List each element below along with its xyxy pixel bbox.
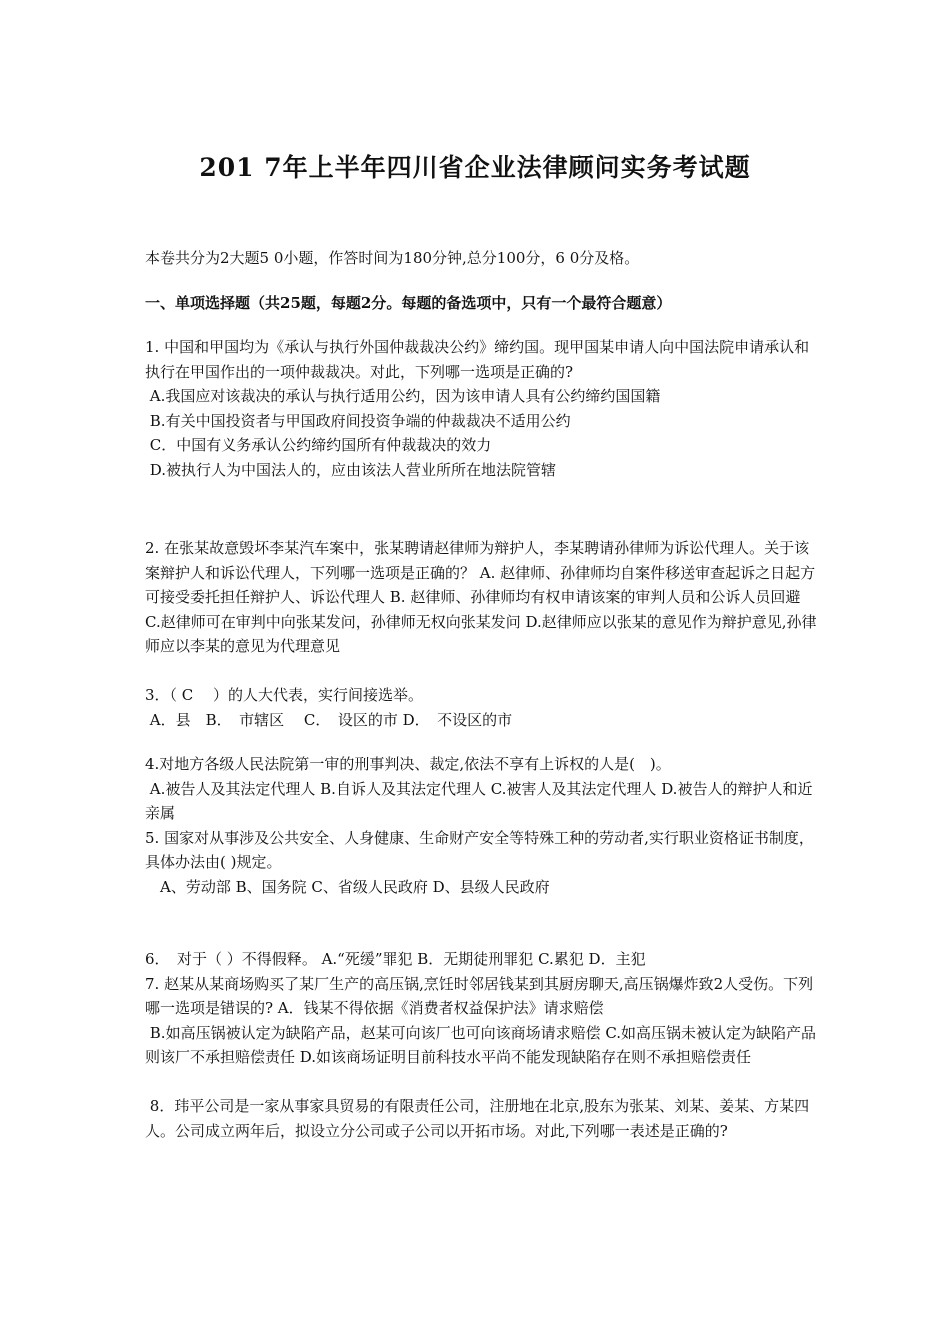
question-8-stem: 8．玮平公司是一家从事家具贸易的有限责任公司，注册地在北京,股东为张某、刘某、姜某、方某四人。公司成立两年后，拟设立分公司或子公司以开拓市场。对此,下列哪一表述是正确的? bbox=[145, 1097, 810, 1140]
paragraph-mark bbox=[145, 659, 817, 684]
section-heading: 一、单项选择题（共25题，每题2分。每题的备选项中，只有一个最符合题意） bbox=[145, 293, 672, 312]
question-1-option-b: B.有关中国投资者与甲国政府间投资争端的仲裁裁决不适用公约 bbox=[145, 411, 571, 430]
question-7-part-2: B.如高压锅被认定为缺陷产品，赵某可向该厂也可向该商场请求赔偿 C.如高压锅未被认定为缺陷产品则该厂不承担赔偿责任 D.如该商场证明目前科技水平尚不能发现缺陷存在则不承担赔偿责任 bbox=[145, 1023, 817, 1066]
question-1-stem: 1. 中国和甲国均为《承认与执行外国仲裁裁决公约》缔约国。现甲国某申请人向中国法院申请承认和执行在甲国作出的一项仲裁裁决。对此，下列哪一选项是正确的? bbox=[145, 338, 810, 381]
question-4-options: A.被告人及其法定代理人 B.自诉人及其法定代理人 C.被害人及其法定代理人 D.被告人的辩护人和近亲属 bbox=[145, 779, 813, 822]
question-1-option-d: D.被执行人为中国法人的，应由该法人营业所所在地法院管辖 bbox=[145, 460, 557, 479]
question-1-option-c: C．中国有义务承认公约缔约国所有仲裁裁决的效力 bbox=[145, 436, 492, 454]
question-5-options: A、劳动部 B、国务院 C、省级人民政府 D、县级人民政府 bbox=[145, 877, 550, 896]
question-7-part-1: 7. 赵某从某商场购买了某厂生产的高压锅,烹饪时邻居钱某到其厨房聊天,高压锅爆炸致2人受伤。下列哪一选项是错误的? A．钱某不得依据《消费者权益保护法》请求赔偿 bbox=[145, 974, 814, 1017]
exam-intro: 本卷共分为2大题5 0小题，作答时间为180分钟,总分100分，6 0分及格。 bbox=[145, 249, 640, 267]
paragraph-mark bbox=[145, 1070, 817, 1095]
question-3-options: A．县 B． 市辖区 C． 设区的市 D． 不设区的市 bbox=[145, 710, 513, 729]
document-title: 201 7年上半年四川省企业法律顾问实务考试题 bbox=[199, 153, 751, 182]
question-6: 6． 对于（ ）不得假释。 A.“死缓”罪犯 B．无期徒刑罪犯 C.累犯 D．主犯 bbox=[145, 950, 646, 968]
question-5-stem: 5. 国家对从事涉及公共安全、人身健康、生命财产安全等特殊工种的劳动者,实行职业资格证书制度，具体办法由( )规定。 bbox=[145, 828, 814, 871]
question-4-stem: 4.对地方各级人民法院第一审的刑事判决、裁定,依法不享有上诉权的人是( )。 bbox=[145, 755, 671, 773]
question-3-stem: 3．（ C ）的人大代表，实行间接选举。 bbox=[145, 686, 424, 704]
document-body bbox=[145, 246, 817, 1143]
question-2: 2. 在张某故意毁坏李某汽车案中，张某聘请赵律师为辩护人，李某聘请孙律师为诉讼代理人。关于该案辩护人和诉讼代理人，下列哪一选项是正确的？ A. 赵律师、孙律师均自案件移送审查起诉之日起方可接受委托担任辩护人、诉讼代理人 B. 赵律师、孙律师均有权申请该案的审判人员和公诉人员回避 C.赵律师可在审判中向张某发问，孙律师无权向张某发问 D.赵律师应以张某的意见作为辩护意见,孙律师应以李某的意见为代理意见 bbox=[145, 539, 817, 655]
question-1-option-a: A.我国应对该裁决的承认与执行适用公约，因为该申请人具有公约缔约国国籍 bbox=[145, 387, 661, 405]
